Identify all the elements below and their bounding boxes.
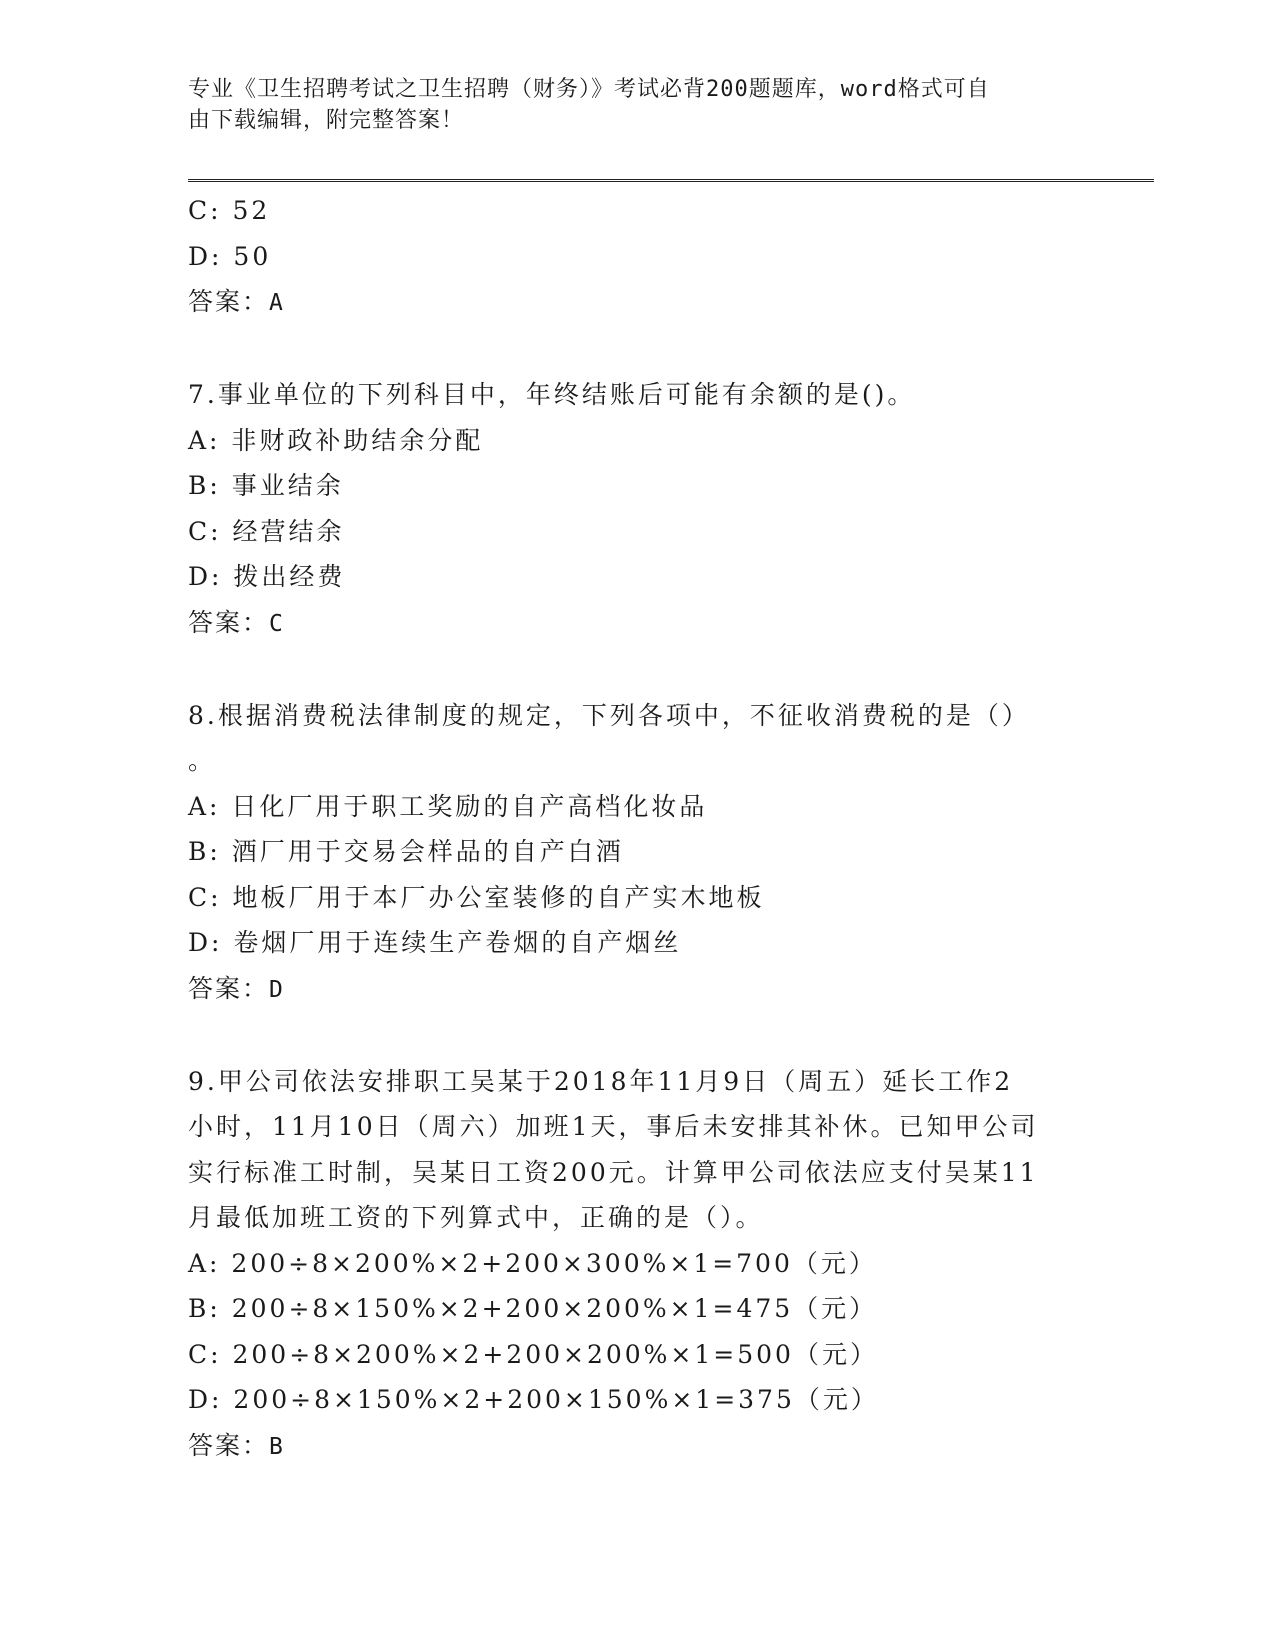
option-b: B: 事业结余 xyxy=(188,471,344,500)
question-stem-continued: 月最低加班工资的下列算式中，正确的是（）。 xyxy=(188,1203,764,1232)
option-d: D: 50 xyxy=(188,241,272,271)
question-stem: 7.事业单位的下列科目中，年终结账后可能有余额的是()。 xyxy=(188,380,916,409)
header-line-1: 专业《卫生招聘考试之卫生招聘（财务）》考试必背200题题库，word格式可自 xyxy=(188,77,990,102)
option-c: C: 地板厂用于本厂办公室装修的自产实木地板 xyxy=(188,882,765,912)
option-a: A: 日化厂用于职工奖励的自产高档化妆品 xyxy=(188,791,708,821)
header-line-2: 由下载编辑，附完整答案！ xyxy=(188,108,465,133)
option-a: A: 非财政补助结余分配 xyxy=(188,425,484,455)
answer-label: 答案： xyxy=(188,607,270,637)
answer-line xyxy=(188,966,1088,1014)
answer-label: 答案： xyxy=(188,973,270,1003)
answer-label: 答案： xyxy=(188,287,270,316)
question-6-continued xyxy=(188,188,1088,327)
answer-value: B xyxy=(269,1433,285,1460)
header-divider xyxy=(188,179,1154,182)
question-stem: 9.甲公司依法安排职工吴某于2018年11月9日（周五）延长工作2 xyxy=(188,1066,1014,1096)
option-d: D: 200÷8×150%×2+200×150%×1=375（元） xyxy=(188,1385,879,1414)
answer-line xyxy=(188,279,1088,327)
answer-value: D xyxy=(269,976,285,1003)
question-stem: 8.根据消费税法律制度的规定，下列各项中，不征收消费税的是（） xyxy=(188,700,1030,730)
answer-line xyxy=(188,600,1088,648)
spacer xyxy=(188,1013,1088,1059)
option-a: A: 200÷8×200%×2+200×300%×1=700（元） xyxy=(188,1248,877,1278)
question-9 xyxy=(188,1059,1088,1471)
option-c: C: 经营结余 xyxy=(188,516,345,546)
option-b: B: 酒厂用于交易会样品的自产白酒 xyxy=(188,837,624,866)
option-c: C: 200÷8×200%×2+200×200%×1=500（元） xyxy=(188,1339,878,1369)
question-stem-continued: 。 xyxy=(188,746,217,775)
question-8 xyxy=(188,693,1088,1014)
question-7 xyxy=(188,372,1088,647)
answer-value: A xyxy=(269,290,285,316)
spacer xyxy=(188,327,1088,373)
answer-label: 答案： xyxy=(188,1430,270,1460)
question-stem-continued: 实行标准工时制，吴某日工资200元。计算甲公司依法应支付吴某11 xyxy=(188,1157,1039,1187)
answer-line xyxy=(188,1423,1088,1471)
document-header xyxy=(188,74,1078,136)
option-d: D: 拨出经费 xyxy=(188,562,346,591)
answer-value: C xyxy=(269,610,285,637)
question-stem-continued: 小时，11月10日（周六）加班1天，事后未安排其补休。已知甲公司 xyxy=(188,1112,1039,1141)
spacer xyxy=(188,647,1088,693)
option-c: C: 52 xyxy=(188,196,271,225)
option-d: D: 卷烟厂用于连续生产卷烟的自产烟丝 xyxy=(188,928,682,957)
document-body xyxy=(188,188,1088,1470)
option-b: B: 200÷8×150%×2+200×200%×1=475（元） xyxy=(188,1294,878,1323)
